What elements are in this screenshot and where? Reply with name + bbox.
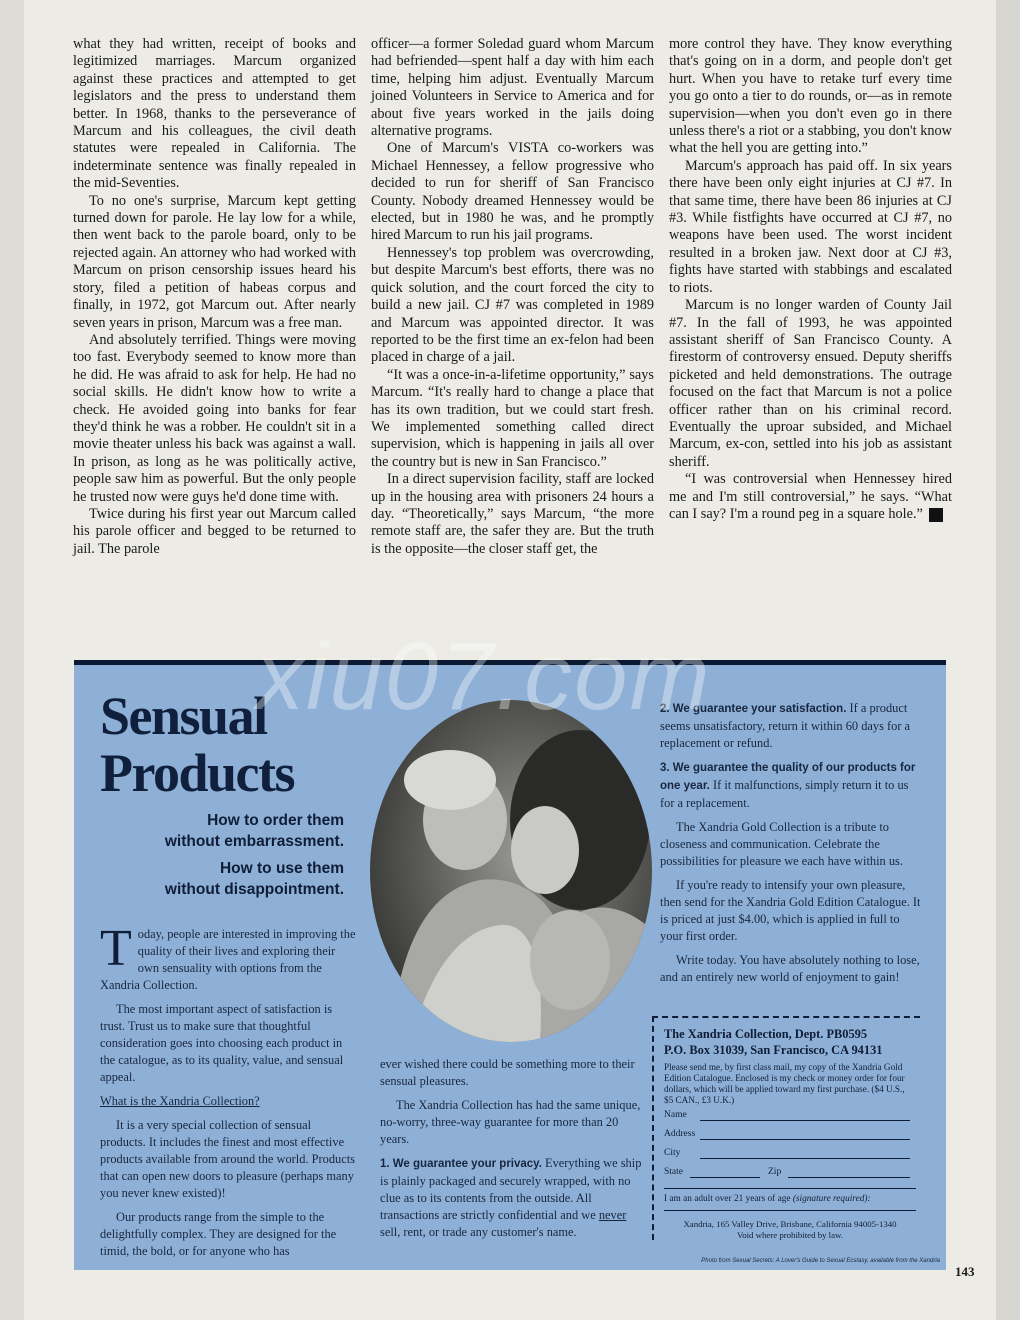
couple-photo bbox=[370, 700, 652, 1042]
ad-body-column-1 bbox=[100, 920, 358, 1267]
ad-body-column-3 bbox=[660, 700, 922, 993]
guarantee-text: If a product seems unsatisfactory, return it within 60 days for a replacement or refund. bbox=[660, 701, 911, 750]
ad-subheadline bbox=[134, 810, 344, 900]
coupon-content bbox=[664, 1026, 916, 1241]
ad-paragraph: The most important aspect of satisfaction is trust. Trust us to make sure that thoughtful consideration goes into choosing each product in the catalogue, as to its quality, value, and sensual appeal. bbox=[100, 1002, 344, 1084]
end-of-article-icon: ✦ bbox=[929, 508, 943, 522]
address-rule bbox=[700, 1139, 910, 1140]
state-label: State bbox=[664, 1167, 683, 1177]
ad-paragraph: ever wished there could be something more to their sensual pleasures. bbox=[380, 1057, 635, 1088]
closing-quote-text: “I was controversial when Hennessey hired me and I'm still controversial,” he says. “What can I say? I'm a round peg in a square hole.” bbox=[669, 471, 952, 522]
page-edge-left bbox=[0, 0, 24, 1320]
xandria-advertisement bbox=[74, 660, 946, 1270]
article-column-1 bbox=[73, 36, 356, 558]
city-field[interactable] bbox=[664, 1144, 916, 1163]
photo-illustration bbox=[370, 700, 652, 1042]
coupon-footer-void: Void where prohibited by law. bbox=[736, 1230, 844, 1240]
guarantee-heading: 2. We guarantee your satisfaction. bbox=[660, 703, 847, 715]
article-paragraph: Marcum is no longer warden of County Jail #7. In the fall of 1993, he was appointed assistant sheriff of San Francisco County. A firestorm of controversy ensued. Deputy sheriffs picketed and held demonstrations. The outrage focused on the fact that Marcum is not a police officer rather than on his criminal record. Eventually the uproar subsided, and Michael Marcum, ex-con, settled into his job as assistant sheriff. bbox=[669, 297, 952, 470]
ad-subheadline-line: How to use them bbox=[219, 860, 344, 877]
state-rule bbox=[690, 1177, 760, 1178]
ad-paragraph: The Xandria Gold Collection is a tribute to closeness and communication. Celebrate the possibilities for pleasure we each have within us. bbox=[660, 820, 903, 868]
coupon-instructions: Please send me, by first class mail, my copy of the Xandria Gold Edition Catalogue. Enclosed is my check or money order for four dollars, which will be applied toward my first purchase. ($4 U.S., $5 CAN., £3 U.K.) bbox=[664, 1062, 905, 1105]
ad-headline-line-2: Products bbox=[100, 743, 295, 803]
adult-statement: I am an adult over 21 years of age bbox=[664, 1194, 791, 1204]
ad-paragraph: Our products range from the simple to the delightfully complex. They are designed for the timid, the bold, or for anyone who has bbox=[100, 1210, 337, 1258]
article-paragraph: In a direct supervision facility, staff are locked up in the housing area with prisoners 24 hours a day. “Theoretically,” says Marcum, “the more remote staff are, the safer they are. But the truth is the opposite—the closer staff get, the bbox=[371, 471, 654, 557]
oval-photo-frame bbox=[370, 700, 652, 1042]
article-paragraph: And absolutely terrified. Things were moving too fast. Everybody seemed to know more than he did. He was afraid to ask for help. He had no social skills. He didn't know how to write a check. He avoided going into banks for fear they'd think he was a robber. He couldn't sit in a movie theater unless his back was against a wall. In prison, as long as he was politically active, people saw him as powerful. But the only people he trusted now were guys he'd done time with. bbox=[73, 331, 356, 505]
guarantee-1 bbox=[380, 1155, 642, 1241]
guarantee-heading: 1. We guarantee your privacy. bbox=[380, 1158, 542, 1170]
address-field[interactable] bbox=[664, 1125, 916, 1144]
signature-required-note: (signature required): bbox=[792, 1194, 871, 1204]
guarantee-text: If it malfunctions, simply return it to us for a replacement. bbox=[660, 778, 909, 810]
article-paragraph: Hennessey's top problem was overcrowding, but despite Marcum's best efforts, there was no quick solution, and the court forced the city to build a new jail. CJ #7 was completed in 1989 and Marcum was appointed director. It was reported to be the first time an ex-felon had been placed in charge of a jail. bbox=[371, 244, 654, 366]
ad-subheadline-line: How to order them bbox=[207, 812, 344, 829]
page-number: 143 bbox=[955, 1264, 975, 1279]
article-column-2 bbox=[371, 36, 654, 558]
guarantee-heading: 3. We guarantee the quality of our products for one year. bbox=[660, 762, 916, 792]
coupon-address-line-1: The Xandria Collection, Dept. PB0595 bbox=[664, 1027, 868, 1041]
name-rule bbox=[700, 1120, 910, 1121]
ad-headline-line-1: Sensual bbox=[100, 686, 267, 746]
ad-subheadline-line: without embarrassment. bbox=[164, 833, 344, 850]
guarantee-text: Everything we ship is plainly packaged and securely wrapped, with no clue as to its contents from the outside. All transactions are strictly confidential and we bbox=[380, 1156, 642, 1222]
watermark-text: xiu07.com bbox=[256, 623, 712, 730]
photo-credit: Photo from Sexual Secrets: A Lover's Guide to Sexual Ecstasy, available from the Xandria bbox=[701, 1258, 940, 1264]
article-paragraph bbox=[669, 471, 952, 523]
article-paragraph: Marcum's approach has paid off. In six years there have been only eight injuries at CJ #7. In that same time, there have been 86 injuries at CJ #3. While fistfights have occurred at CJ #7, no weapons have been used. The worst incident resulted in a broken jaw. Next door at CJ #3, fights have started with stabbings and escalated to riots. bbox=[669, 157, 952, 296]
ad-paragraph: Write today. You have absolutely nothing to lose, and an entirely new world of enjoyment to gain! bbox=[660, 953, 920, 984]
ad-paragraph: If you're ready to intensify your own pleasure, then send for the Xandria Gold Edition Catalogue. It is priced at just $4.00, which is applied in full to your first order. bbox=[660, 878, 921, 943]
zip-rule bbox=[788, 1177, 910, 1178]
order-coupon bbox=[652, 1016, 922, 1244]
city-rule bbox=[700, 1158, 910, 1159]
ad-paragraph: It is a very special collection of sensual products. It includes the finest and most effective products available from around the world. Products that can open new doors to pleasure (perhaps many you never knew existed)! bbox=[100, 1118, 355, 1200]
adult-signature-field[interactable] bbox=[664, 1188, 916, 1211]
ad-subheadline-line: without disappointment. bbox=[164, 881, 344, 898]
ad-body-column-2 bbox=[380, 1056, 642, 1248]
name-label: Name bbox=[664, 1110, 687, 1120]
coupon-address-line-2: P.O. Box 31039, San Francisco, CA 94131 bbox=[664, 1043, 883, 1057]
city-label: City bbox=[664, 1148, 681, 1158]
article-paragraph: Twice during his first year out Marcum called his parole officer and begged to be returned to jail. The parole bbox=[73, 505, 356, 557]
coupon-footer-address: Xandria, 165 Valley Drive, Brisbane, California 94005-1340 bbox=[683, 1219, 897, 1229]
article-column-3 bbox=[669, 36, 952, 523]
guarantee-3 bbox=[660, 759, 922, 812]
state-zip-field[interactable] bbox=[664, 1163, 916, 1182]
guarantee-text: sell, rent, or trade any customer's name. bbox=[380, 1225, 577, 1239]
article-paragraph: more control they have. They know everything that's going on in a dorm, and people don't get hurt. When you have to retake turf every time you go onto a tier to do rounds, or—as in remote supervision—when you don't even go in there unless there's a riot or a stabbing, you don't know what the hell you are getting into.” bbox=[669, 36, 952, 157]
article-paragraph: To no one's surprise, Marcum kept getting turned down for parole. He lay low for a while, then went back to the parole board, only to be rejected again. An attorney who had worked with Marcum on prison censorship issues heard his story, filed a petition of habeas corpus and finally, in 1972, got Marcum out. After nearly seven years in prison, Marcum was a free man. bbox=[73, 192, 356, 331]
article-paragraph: “It was a once-in-a-lifetime opportunity,” says Marcum. “It's really hard to change a place that has its own tradition, but we could start fresh. We implemented something called direct supervision, which is happening in jails all over the country but is new in San Francisco.” bbox=[371, 366, 654, 470]
drop-cap: T bbox=[100, 920, 132, 977]
zip-label: Zip bbox=[768, 1167, 782, 1177]
ad-section-heading: What is the Xandria Collection? bbox=[100, 1094, 260, 1108]
ad-intro-text: oday, people are interested in improving the quality of their lives and exploring their own sensuality with options from the Xandria Collection. bbox=[100, 927, 356, 992]
ad-paragraph: The Xandria Collection has had the same unique, no-worry, three-way guarantee for more than 20 years. bbox=[380, 1098, 641, 1146]
article-paragraph: One of Marcum's VISTA co-workers was Michael Hennessey, a fellow progressive who decided to run for sheriff of San Francisco County. Nobody dreamed Hennessey would be elected, but in 1980 he was, and he promptly hired Marcum to run his jail programs. bbox=[371, 140, 654, 244]
address-label: Address bbox=[664, 1129, 696, 1139]
ad-intro-paragraph bbox=[100, 920, 358, 994]
article-paragraph: officer—a former Soledad guard whom Marcum had befriended—spent half a day with him each time, helping him adjust. Eventually Marcum joined Volunteers in Service to America and for about five years worked in the jails doing alternative programs. bbox=[371, 36, 654, 140]
article-paragraph: what they had written, receipt of books and legitimized marriages. Marcum organized against these practices and attempted to get legislators and the press to understand them better. In 1968, thanks to the perseverance of Marcum and his colleagues, the civil death statutes were repealed in California. The indeterminate sentence was finally repealed in the mid-Seventies. bbox=[73, 36, 356, 192]
name-field[interactable] bbox=[664, 1106, 916, 1125]
never-emphasis: never bbox=[598, 1208, 627, 1222]
page-edge-right bbox=[996, 0, 1020, 1320]
